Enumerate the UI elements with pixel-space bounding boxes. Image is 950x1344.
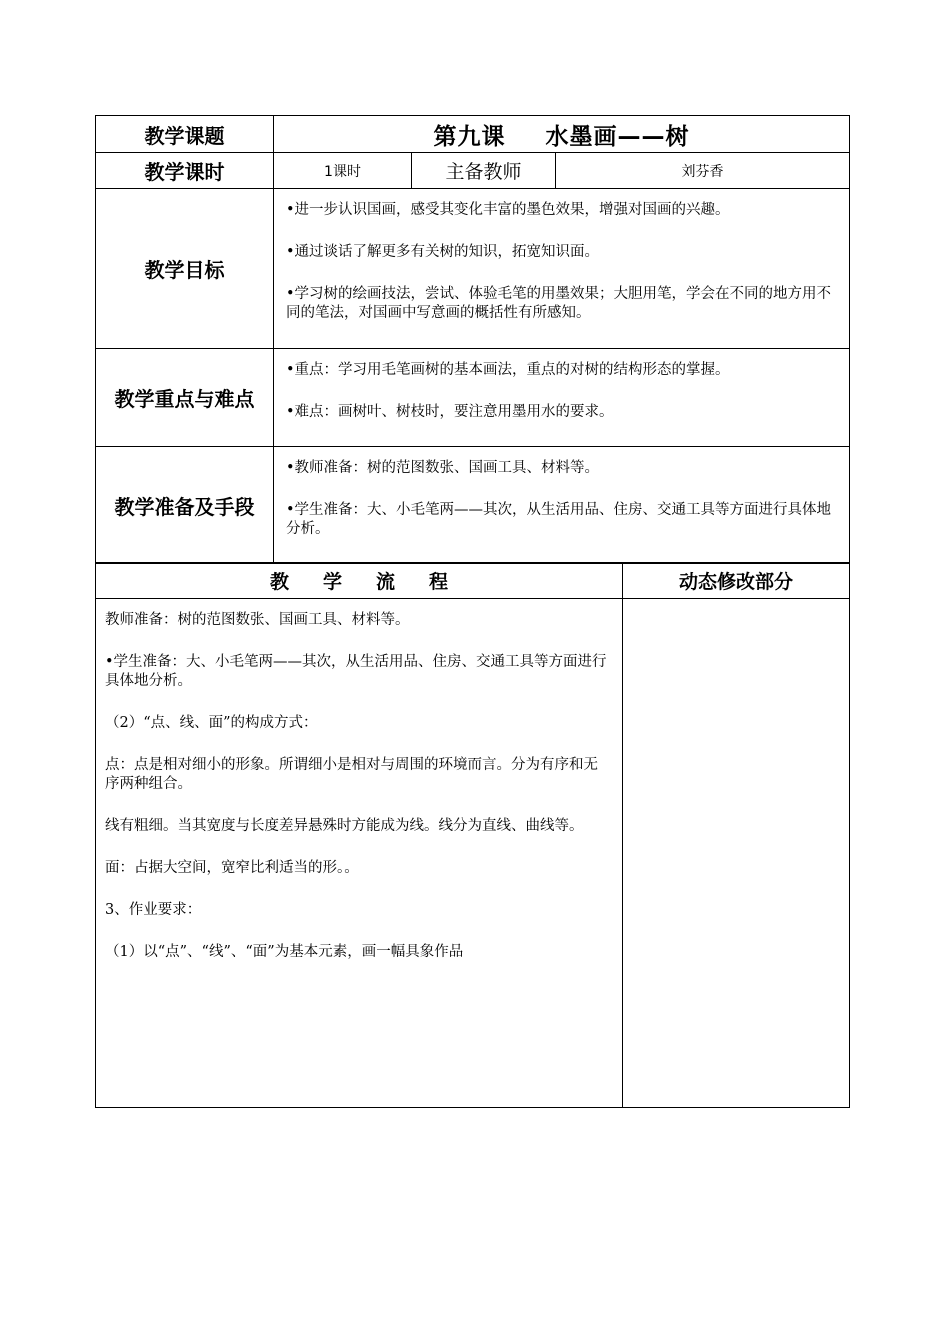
revision-header: 动态修改部分	[623, 563, 850, 599]
hours-row	[96, 153, 850, 189]
key-points-row	[96, 349, 850, 447]
flow-header	[96, 563, 623, 599]
preparation-content	[274, 447, 850, 564]
flow-paragraph: （1）以“点”、“线”、“面”为基本元素，画一幅具象作品	[105, 944, 464, 960]
preparation-item: •学生准备：大、小毛笔两——其次，从生活用品、住房、交通工具等方面进行具体地分析。	[286, 502, 832, 537]
key-points-label: 教学重点与难点	[96, 349, 274, 447]
flow-header-char: 程	[429, 571, 449, 593]
preparation-row	[96, 447, 850, 564]
key-point-item: •重点：学习用毛笔画树的基本画法，重点的对树的结构形态的掌握。	[286, 362, 730, 378]
flow-header-char: 流	[376, 571, 396, 593]
flow-paragraph: （2）“点、线、面”的构成方式：	[105, 715, 318, 731]
hours-label: 教学课时	[96, 153, 274, 189]
objective-item: •进一步认识国画，感受其变化丰富的墨色效果，增强对国画的兴趣。	[286, 202, 730, 218]
flow-paragraph: 面：占据大空间，宽窄比利适当的形。。	[105, 860, 359, 876]
objective-item: •学习树的绘画技法，尝试、体验毛笔的用墨效果；大胆用笔，学会在不同的地方用不同的笔法，对国画中写意画的概括性有所感知。	[286, 286, 832, 321]
teacher-name: 刘芬香	[556, 153, 850, 189]
flow-paragraph: 点：点是相对细小的形象。所谓细小是相对与周围的环境而言。分为有序和无序两种组合。	[105, 757, 598, 792]
flow-body-row	[96, 599, 850, 1108]
preparation-label: 教学准备及手段	[96, 447, 274, 564]
teaching-flow-table	[95, 562, 850, 1108]
key-points-content	[274, 349, 850, 447]
objectives-label: 教学目标	[96, 189, 274, 349]
lesson-number: 第九课	[433, 123, 506, 150]
objectives-content	[274, 189, 850, 349]
flow-paragraph: 教师准备：树的范图数张、国画工具、材料等。	[105, 612, 410, 628]
teacher-label: 主备教师	[412, 153, 556, 189]
hours-value: 1课时	[274, 153, 412, 189]
flow-content	[96, 599, 623, 1108]
flow-paragraph: 3、作业要求：	[105, 902, 202, 918]
lesson-name: 水墨画——树	[545, 123, 690, 150]
topic-row	[96, 116, 850, 153]
topic-label: 教学课题	[96, 116, 274, 153]
objective-item: •通过谈话了解更多有关树的知识，拓宽知识面。	[286, 244, 600, 260]
objectives-row	[96, 189, 850, 349]
preparation-item: •教师准备：树的范图数张、国画工具、材料等。	[286, 460, 600, 476]
flow-header-char: 教	[269, 571, 289, 593]
flow-header-row	[96, 563, 850, 599]
lesson-info-table	[95, 115, 850, 564]
flow-paragraph: •学生准备：大、小毛笔两——其次，从生活用品、住房、交通工具等方面进行具体地分析。	[105, 654, 607, 689]
lesson-title	[274, 116, 850, 153]
flow-header-char: 学	[322, 571, 342, 593]
key-point-item: •难点：画树叶、树枝时，要注意用墨用水的要求。	[286, 404, 614, 420]
revision-notes-area	[623, 599, 850, 1108]
flow-paragraph: 线有粗细。当其宽度与长度差异悬殊时方能成为线。线分为直线、曲线等。	[105, 818, 584, 834]
